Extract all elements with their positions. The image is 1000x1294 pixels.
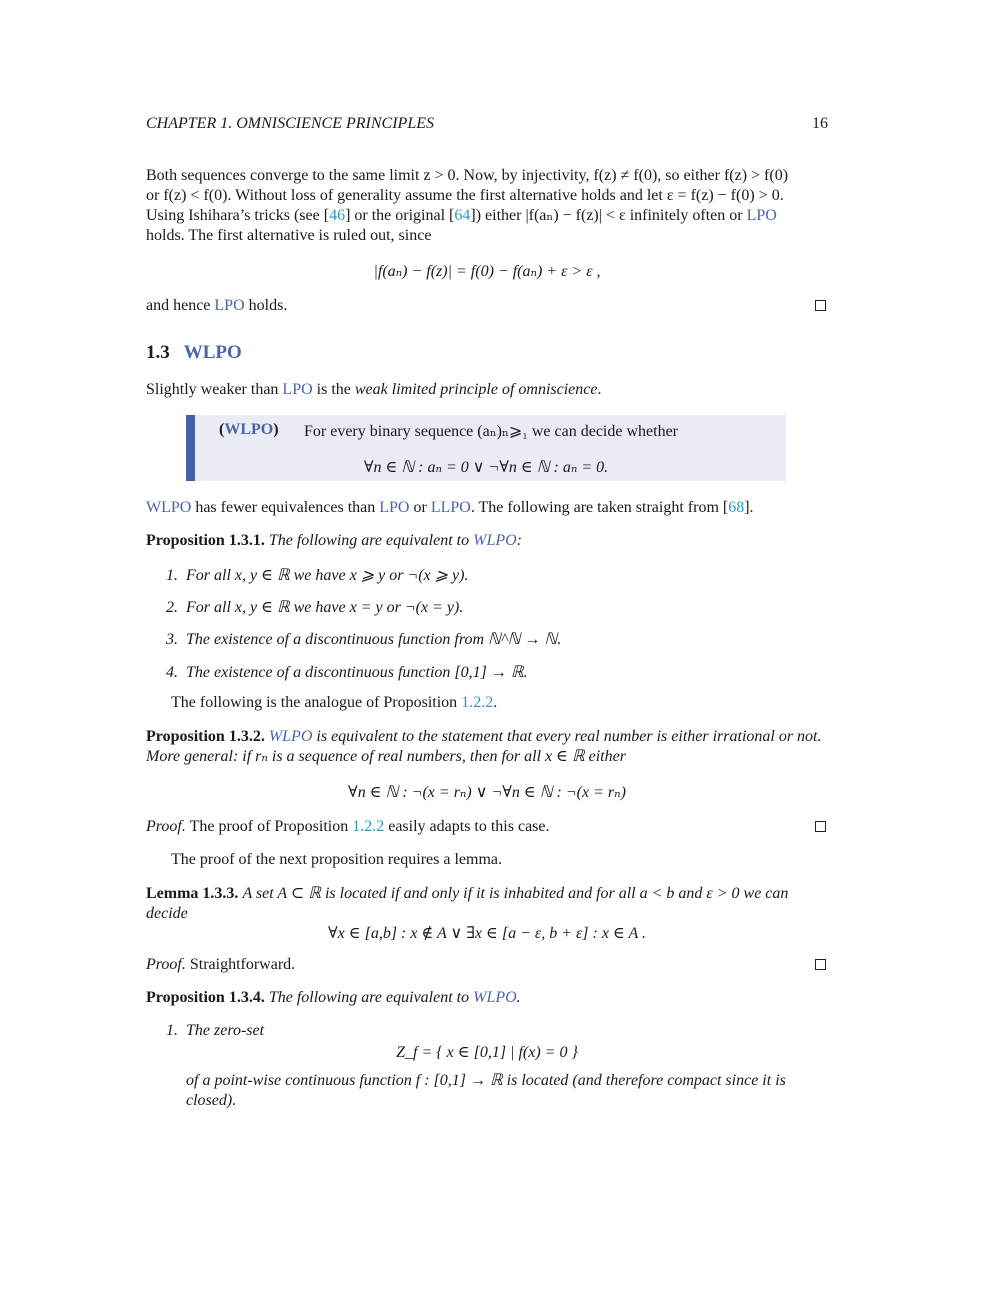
text-span: easily adapts to this case. xyxy=(384,818,550,835)
section-heading xyxy=(146,342,828,364)
proposition-label: Proposition 1.3.4. xyxy=(146,989,265,1006)
equivalence-sentence xyxy=(146,499,828,517)
text-span: Straightforward. xyxy=(185,956,296,973)
emphasis-text: weak limited principle of omniscience xyxy=(354,381,598,398)
proof-2 xyxy=(146,956,828,974)
list-item xyxy=(166,662,528,682)
text-span: The proof of Proposition xyxy=(185,818,353,835)
lpo-link[interactable]: LPO xyxy=(214,297,245,314)
wlpo-link[interactable]: WLPO xyxy=(268,728,313,745)
running-header xyxy=(146,115,828,133)
lemma-intro-sentence: The proof of the next proposition requires a lemma. xyxy=(171,851,503,868)
item-number: 1. xyxy=(166,567,178,584)
continuation-line-1: of a point-wise continuous function f : [0,1] → ℝ is located (and therefore compact since it is xyxy=(186,1072,786,1089)
text-span: A set A ⊂ ℝ is located if and only if it is inhabited and for all a < b and ε > 0 we can xyxy=(242,885,789,902)
qed-symbol xyxy=(815,821,826,832)
llpo-link[interactable]: LLPO xyxy=(430,499,471,516)
proposition-ref-link[interactable]: 1.2.2 xyxy=(352,818,385,835)
proposition-1-3-1 xyxy=(146,532,828,550)
item-text: The existence of a discontinuous function from ℕ^ℕ → ℕ. xyxy=(186,631,562,648)
intro-line-1: Both sequences converge to the same limit z > 0. Now, by injectivity, f(z) ≠ f(0), so either f(z) > f(0) xyxy=(146,167,789,184)
intro-line-4: holds. The first alternative is ruled out, since xyxy=(146,227,432,244)
intro-line-3 xyxy=(146,206,828,226)
principle-formula: ∀n ∈ ℕ : aₙ = 0 ∨ ¬∀n ∈ ℕ : aₙ = 0. xyxy=(363,459,609,476)
text-span: ]. xyxy=(744,499,754,516)
text-span: or xyxy=(409,499,431,516)
lpo-link[interactable]: LPO xyxy=(746,207,777,224)
item-number: 1. xyxy=(166,1022,178,1039)
item-number: 3. xyxy=(166,631,178,648)
list-item xyxy=(166,565,468,585)
chapter-title: CHAPTER 1. OMNISCIENCE PRINCIPLES xyxy=(146,115,434,132)
item-text: The existence of a discontinuous function [0,1] → ℝ. xyxy=(186,664,528,681)
continuation-line-2: closed). xyxy=(186,1092,237,1109)
text-span: The following are equivalent to xyxy=(268,532,474,549)
text-span: Slightly weaker than xyxy=(146,381,283,398)
text-span: . xyxy=(516,989,521,1006)
text-span: The following are equivalent to xyxy=(268,989,474,1006)
lpo-link[interactable]: LPO xyxy=(282,381,313,398)
text-span: Using Ishihara’s tricks (see [ xyxy=(146,207,330,224)
text-span: : xyxy=(516,532,522,549)
qed-symbol xyxy=(815,300,826,311)
display-formula: |f(aₙ) − f(z)| = f(0) − f(aₙ) + ε > ε , xyxy=(373,263,601,280)
lpo-link[interactable]: LPO xyxy=(379,499,410,516)
display-formula: Z_f = { x ∈ [0,1] | f(x) = 0 } xyxy=(396,1044,578,1061)
item-text: For all x, y ∈ ℝ we have x = y or ¬(x = y). xyxy=(186,599,464,616)
text-span: and hence xyxy=(146,297,215,314)
principle-label xyxy=(219,421,279,439)
text-span: . xyxy=(493,694,498,711)
list-item xyxy=(166,597,463,617)
intro-line-2: or f(z) < f(0). Without loss of generality assume the first alternative holds and let ε = f(z) − f(0) > 0. xyxy=(146,187,784,204)
page-number: 16 xyxy=(812,115,828,132)
wlpo-link[interactable]: WLPO xyxy=(224,421,274,438)
text-span: ) xyxy=(273,421,279,438)
proposition-1-3-2 xyxy=(146,727,828,767)
item-continuation xyxy=(186,1071,828,1111)
prop-line-1 xyxy=(146,727,828,747)
lemma-1-3-3 xyxy=(146,884,828,924)
prop-line-2: More general: if rₙ is a sequence of real numbers, then for all x ∈ ℝ either xyxy=(146,748,626,765)
text-span: ] or the original [ xyxy=(345,207,455,224)
item-number: 2. xyxy=(166,599,178,616)
qed-symbol xyxy=(815,959,826,970)
principle-text: For every binary sequence (aₙ)ₙ⩾₁ we can decide whether xyxy=(304,423,678,440)
text-span: ( xyxy=(219,421,225,438)
display-formula: ∀n ∈ ℕ : ¬(x = rₙ) ∨ ¬∀n ∈ ℕ : ¬(x = rₙ) xyxy=(348,784,626,801)
intro-paragraph xyxy=(146,166,828,246)
lemma-label: Lemma 1.3.3. xyxy=(146,885,239,902)
text-span: ]) either |f(aₙ) − f(z)| < ε infinitely often or xyxy=(470,207,747,224)
list-item xyxy=(166,1022,264,1040)
text-span: has fewer equivalences than xyxy=(191,499,380,516)
proof-label: Proof. xyxy=(146,818,186,835)
item-text: The zero-set xyxy=(186,1022,265,1039)
analogue-sentence xyxy=(171,694,853,712)
wlpo-link[interactable]: WLPO xyxy=(473,532,517,549)
text-span: is equivalent to the statement that every real number is either irrational or not. xyxy=(312,728,822,745)
citation-link[interactable]: 64 xyxy=(454,207,471,224)
list-item xyxy=(166,629,561,649)
weaker-sentence xyxy=(146,381,828,399)
text-span: is the xyxy=(312,381,355,398)
proposition-ref-link[interactable]: 1.2.2 xyxy=(461,694,494,711)
text-span: . The following are taken straight from [ xyxy=(470,499,729,516)
wlpo-link[interactable]: WLPO xyxy=(146,499,192,516)
proposition-1-3-4 xyxy=(146,989,828,1007)
proposition-label: Proposition 1.3.1. xyxy=(146,532,265,549)
item-number: 4. xyxy=(166,664,178,681)
section-number: 1.3 xyxy=(146,342,170,363)
citation-link[interactable]: 68 xyxy=(728,499,745,516)
proof-label: Proof. xyxy=(146,956,186,973)
citation-link[interactable]: 46 xyxy=(329,207,346,224)
proof-1 xyxy=(146,818,828,836)
text-span: . xyxy=(597,381,602,398)
principle-box xyxy=(186,415,786,481)
text-span: The following is the analogue of Proposition xyxy=(171,694,462,711)
section-title[interactable]: WLPO xyxy=(183,342,242,363)
lemma-line-2: decide xyxy=(146,905,188,922)
lemma-line-1 xyxy=(146,884,828,904)
wlpo-link[interactable]: WLPO xyxy=(473,989,517,1006)
text-span: holds. xyxy=(244,297,288,314)
display-formula: ∀x ∈ [a,b] : x ∉ A ∨ ∃x ∈ [a − ε, b + ε] : x ∈ A . xyxy=(328,925,646,942)
item-text: For all x, y ∈ ℝ we have x ⩾ y or ¬(x ⩾ y). xyxy=(186,567,469,584)
proposition-label: Proposition 1.3.2. xyxy=(146,728,265,745)
conclusion-line xyxy=(146,297,828,315)
